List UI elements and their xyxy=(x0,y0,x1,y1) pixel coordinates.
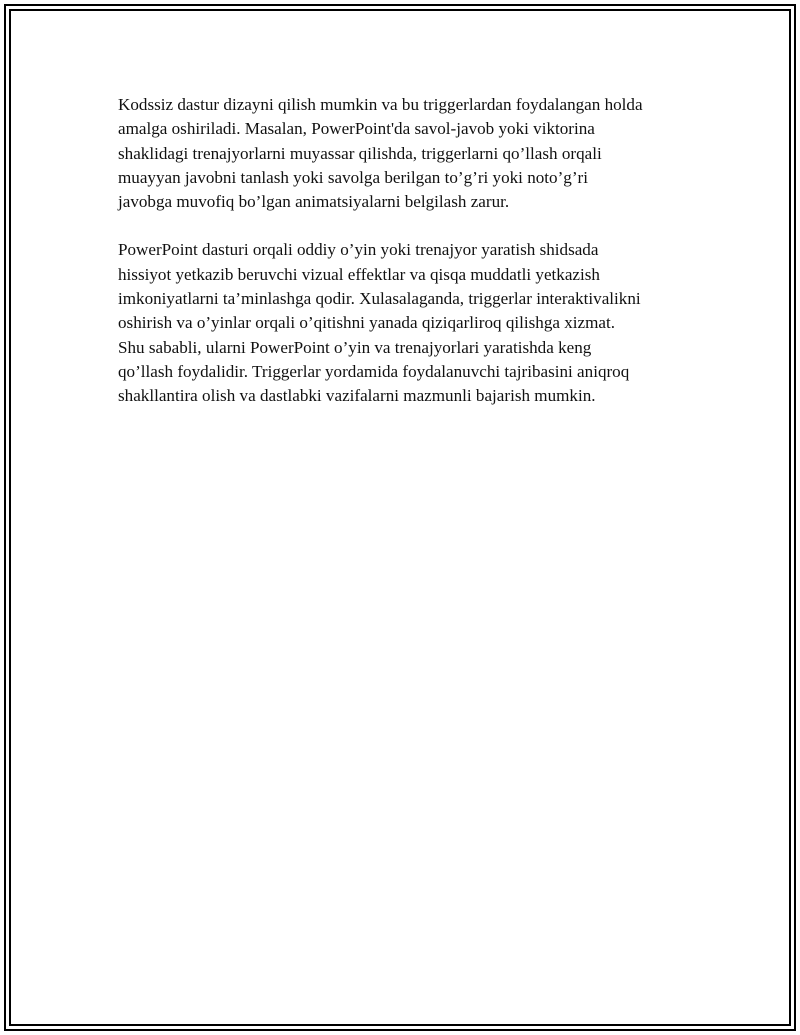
paragraph-2-line-4: oshirish va o’yinlar orqali o’qitishni yanada qiziqarliroq qilishga xizmat. xyxy=(118,313,616,333)
paragraph-1-line-5: javobga muvofiq bo’lgan animatsiyalarni belgilash zarur. xyxy=(118,192,510,212)
paragraph-1-line-4: muayyan javobni tanlash yoki savolga berilgan to’g’ri yoki noto’g’ri xyxy=(118,167,588,187)
paragraph-2-line-2: hissiyot yetkazib beruvchi vizual effektlar va qisqa muddatli yetkazish xyxy=(118,264,600,284)
paragraph-2-line-7: shakllantira olish va dastlabki vazifalarni mazmunli bajarish mumkin. xyxy=(118,386,596,406)
paragraph-1-line-3: shaklidagi trenajyorlarni muyassar qilishda, triggerlarni qo’llash orqali xyxy=(118,143,602,163)
paragraph-1-line-2: amalga oshiriladi. Masalan, PowerPoint'da savol-javob yoki viktorina xyxy=(118,119,595,139)
paragraph-2-line-1: PowerPoint dasturi orqali oddiy o’yin yoki trenajyor yaratish shidsada xyxy=(118,240,599,260)
paragraph-2-line-5: Shu sababli, ularni PowerPoint o’yin va trenajyorlari yaratishda keng xyxy=(118,337,592,357)
paragraph-1 xyxy=(118,93,708,214)
paragraph-1-line-1: Kodssiz dastur dizayni qilish mumkin va bu triggerlardan foydalangan holda xyxy=(118,95,643,114)
paragraph-2 xyxy=(118,238,708,408)
paragraph-2-line-3: imkoniyatlarni ta’minlashga qodir. Xulasalaganda, triggerlar interaktivalikni xyxy=(118,289,641,309)
paragraph-2-line-6: qo’llash foydalidir. Triggerlar yordamida foydalanuvchi tajribasini aniqroq xyxy=(118,361,630,381)
document-body xyxy=(118,93,708,433)
